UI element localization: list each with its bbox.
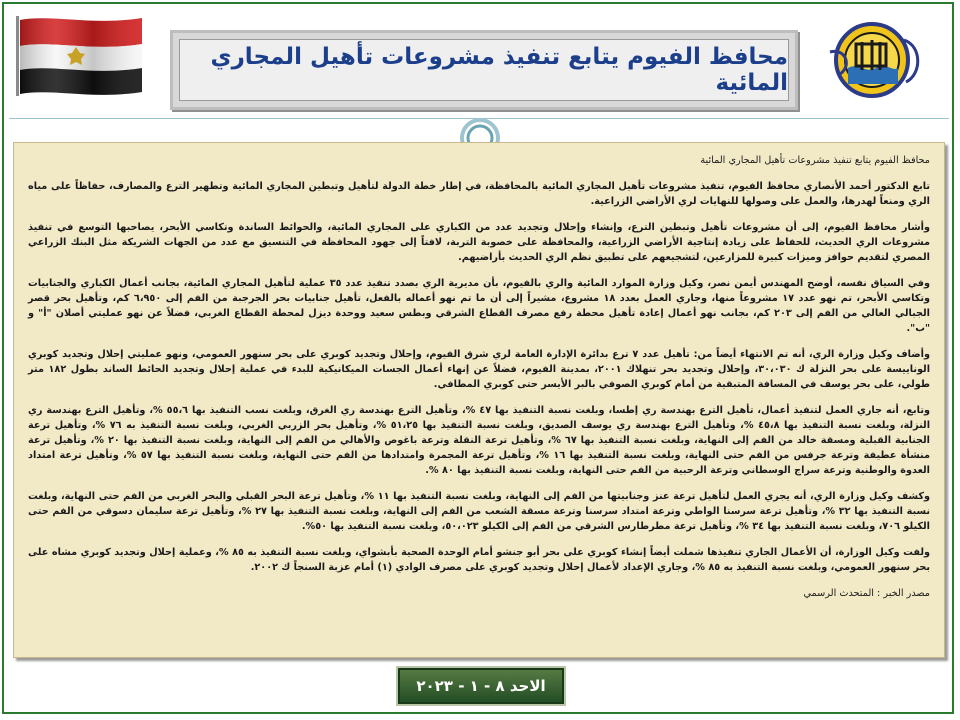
article-paragraph: وأشار محافظ الفيوم، إلى أن مشروعات تأهيل وتبطين الترع، وإنشاء وإحلال وتجديد عدد من الكباري على المجاري المائية، والحوائط الساندة وتكاسي الأبحر، يصاحبها التوسع في تنفيذ مشروعات الري الحديث، للحفاظ على زيادة إنتاجية الأراضي الزراعية، والمحافظة على خصوبة التربة، لافتاً إلى جهود المحافظة في التنسيق مع عدد من الجهات الشريكة مثل البنك الزراعي المصري لتقديم حوافز وميزات كبيرة للمزارعين، لتشجيعهم على تطبيق نظم الري الحديث بأراضيهم. <box>28 222 930 263</box>
article-paragraph: وتابع، أنه جاري العمل لتنفيذ أعمال، تأهيل الترع بهندسة ري إطسا، وبلغت نسبة التنفيذ بها ٤٧ %، وتأهيل الترع بهندسة ري الغرق، وبلغت نسب التنفيذ بها ٥٥،٦ %، وتأهيل الترع بهندسة ري النزلة، وبلغت نسبة التنفيذ بها ٤٥،٨ %، وتأهيل الترع بهندسة ري يوسف الصديق، وبلغت نسبة التنفيذ بها ٥١،٢٥ %، وتأهيل بحر الزربي الغربي، وبلغت نسبة التنفيذ به ٧٦ %، وتأهيل ترعة الجنابية القبلية ومسقة خالد من الفم إلى النهاية، وبلغت نسبة التنفيذ بها ٦٧ %، وتأهيل ترعة النقلة وترعة باغوص والأهالي من الفم إلى النهاية، وبلغت نسبة التنفيذ بها ٢٠ %، وتأهيل ترعة منشأة عطيفة وترعة جرفس من الفم حتى النهاية، وبلغت نسبة التنفيذ بها ١٦ %، وتأهيل ترعة المجمرة وامتدادها من الفم حتى النهاية، وبلغت نسبة التنفيذ بها ٥٧ %، وتأهيل ترعة امتداد العدوة والوطنية وترعة سراج الوسطاني وترعة الرحبية من الفم حتى النهاية، وبلغت نسبة التنفيذ بها ٨٠ %. <box>28 405 931 476</box>
article-paragraph: وكشف وكيل وزارة الري، أنه يجري العمل لتأهيل ترعة عنز وجنابيتها من الفم إلى النهاية، وبلغت نسبة التنفيذ بها ١١ %، وتأهيل ترعة البحر القبلي والبحر الغربي من الفم حتى النهاية، وبلغت نسبة التنفيذ بها ٣٢ %، وتأهيل ترعة سرسنا الواطي وترعة امتداد سرسنا وترعة مسقة الشعب من الفم إلى النهاية، وبلغت نسبة التنفيذ بها ٢٧ %، وتأهيل ترعة سليمان دسوقي من الفم حتى الكيلو ٧٠٦، وبلغت نسبة التنفيذ بها ٣٤ %، وتأهيل ترعة مطرطارس الشرقي من الفم إلى الكيلو ٥٠،٠٢٣، وبلغت نسبة التنفيذ بها ٥٠%. <box>28 491 930 532</box>
date-text: الاحد ٨ - ١ - ٢٠٢٣ <box>416 677 546 695</box>
article-body <box>13 142 945 658</box>
page-title: محافظ الفيوم يتابع تنفيذ مشروعات تأهيل المجاري المائية <box>210 44 788 96</box>
article-heading: محافظ الفيوم يتابع تنفيذ مشروعات تأهيل المجاري المائية <box>700 155 930 166</box>
article-paragraph: ولفت وكيل الوزارة، أن الأعمال الجاري تنفيذها شملت أيضاً إنشاء كوبري على بحر أبو جنشو أمام الوحدة الصحية بأبشواي، وبلغت نسبة التنفيذ به ٨٥ %، وعملية إحلال وتجديد كوبري مشاه على بحر سنهور العمومي، وبلغت نسبة التنفيذ به ٨٥ %، وجاري الإعداد لأعمال إحلال وتجديد كوبري على مصرف الوادي (١) أمام عزبة السنجاً ك ٢٠٠٢. <box>28 547 930 573</box>
title-banner-inner <box>179 39 789 101</box>
fayoum-irrigation-logo-icon <box>826 18 926 102</box>
title-banner <box>170 30 798 110</box>
article-paragraph: وفي السياق نفسه، أوضح المهندس أيمن نصر، وكيل وزارة الموارد المائية والري بالفيوم، بأن مديرية الري بصدد تنفيذ عدد ٣٥ عملية لتأهيل المجاري المائية، بجانب أعمال الكباري والجنابيات وتكاسي الأبحر، تم نهو عدد ١٧ مشروعاً منها، وجاري العمل بعدد ١٨ مشروع، مشيراً إلى أن ما تم نهو أعماله بالفعل، تأهيل جنابيات بحر الجرجبة من الفم إلى ٦،٩٥٠ كم، وتأهيل بحر قصر الجبالي العالي من الفم إلى ٢٠٣ كم، بجانب نهو أعمال إعادة تأهيل محطة رفع مصرف القطاع الشرقي وبطس سعيد ووحدة ديزل لمحطة القطاع الغربي، فضلاً عن نهو عمليتي أصلان "أ" و "ب". <box>28 278 931 334</box>
article-source: مصدر الخبر : المتحدث الرسمي <box>803 588 930 599</box>
egypt-flag-icon <box>12 14 148 96</box>
article-paragraph: تابع الدكتور أحمد الأنصاري محافظ الفيوم، تنفيذ مشروعات تأهيل المجاري المائية بالمحافظة، في إطار خطة الدولة لتأهيل وتبطين المجاري المائية وتطهير الترع والمصارف، حفاظاً على مياه الري ومنعاً لهدرها، والعمل على وصولها للنهايات لري الأراضي الزراعية. <box>28 181 930 207</box>
article-paragraph: وأضاف وكيل وزارة الري، أنه تم الانتهاء أيضاً من: تأهيل عدد ٧ ترع بدائرة الإدارة العامة لري شرق الفيوم، وإحلال وتجديد كوبري على بحر سنهور العمومي، ونهو عمليتي إحلال وتجديد كوبري الوناييسة على بحر النزلة ك ٣٠،٠٣٠، وإحلال وتجديد بحر تنهلاك ٢٠٠١، بمدينة الفيوم، فضلاً عن إنهاء أعمال الجسات الميكانيكية للبدء في عملية إحلال وتجديد الحائط الساند بطول ١٨٢ متر طولي، على بحر يوسف في المسافة المتبقية من أمام كوبري الصوفي بالبر الأيسر حتى كوبري المطافي. <box>28 349 931 390</box>
date-badge <box>396 666 566 706</box>
